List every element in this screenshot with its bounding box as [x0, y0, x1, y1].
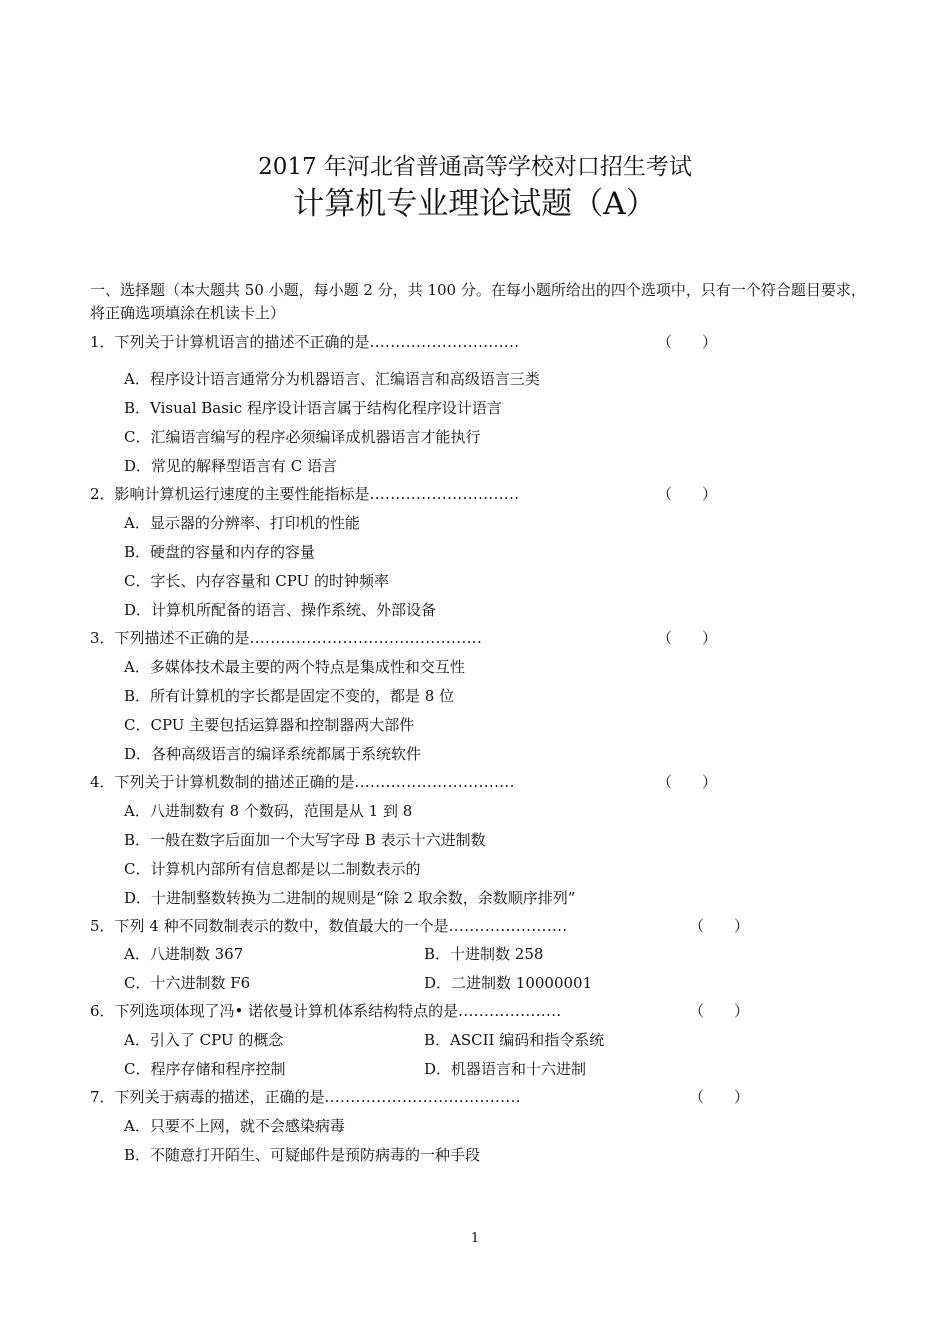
answer-option: C．程序存储和程序控制 — [124, 1060, 286, 1078]
answer-option: A．八进制数有 8 个数码，范围是从 1 到 8 — [124, 802, 413, 820]
question-text: 4．下列关于计算机数制的描述正确的是 — [90, 773, 355, 791]
answer-option: D．各种高级语言的编译系统都属于系统软件 — [124, 745, 422, 763]
answer-option: A．多媒体技术最主要的两个特点是集成性和交互性 — [124, 658, 465, 676]
question-text: 2．影响计算机运行速度的主要性能指标是 — [90, 485, 370, 503]
leader-dots: ....................... — [448, 917, 568, 935]
leader-dots: ............................. — [369, 485, 520, 503]
question-text: 3．下列描述不正确的是 — [90, 629, 250, 647]
question-text: 7．下列关于病毒的描述，正确的是 — [90, 1088, 325, 1106]
answer-parentheses: （ ） — [689, 1002, 750, 1020]
answer-parentheses: （ ） — [657, 333, 718, 351]
leader-dots: .................... — [458, 1002, 562, 1020]
question-stem — [90, 1000, 860, 1022]
answer-option: C．字长、内存容量和 CPU 的时钟频率 — [124, 572, 389, 590]
question-text: 5．下列 4 种不同数制表示的数中，数值最大的一个是 — [90, 917, 449, 935]
answer-option: B．所有计算机的字长都是固定不变的，都是 8 位 — [124, 687, 455, 705]
question-stem — [90, 771, 860, 793]
question-text: 6．下列选项体现了冯• 诺依曼计算机体系结构特点的是 — [90, 1002, 459, 1020]
leader-dots: ............................... — [354, 773, 515, 791]
answer-option: D．计算机所配备的语言、操作系统、外部设备 — [124, 601, 437, 619]
exam-subtitle: 计算机专业理论试题（A） — [293, 186, 657, 222]
answer-option: C．汇编语言编写的程序必须编译成机器语言才能执行 — [124, 428, 481, 446]
answer-parentheses: （ ） — [657, 773, 718, 791]
answer-option: A．引入了 CPU 的概念 — [124, 1031, 284, 1049]
answer-option: C．CPU 主要包括运算器和控制器两大部件 — [124, 716, 415, 734]
answer-option: A．八进制数 367 — [124, 945, 244, 963]
answer-option: A．只要不上网，就不会感染病毒 — [124, 1117, 345, 1135]
question-stem — [90, 331, 860, 353]
answer-parentheses: （ ） — [657, 485, 718, 503]
answer-option: C．十六进制数 F6 — [124, 974, 251, 992]
section-instructions: 一、选择题（本大题共 50 小题，每小题 2 分，共 100 分。在每小题所给出的四个选项中，只有一个符合题目要求，将正确选项填涂在机读卡上） — [90, 281, 866, 322]
answer-parentheses: （ ） — [689, 1088, 750, 1106]
answer-parentheses: （ ） — [657, 629, 718, 647]
answer-option: A．显示器的分辨率、打印机的性能 — [124, 514, 360, 532]
page-number: 1 — [470, 1231, 480, 1246]
question-stem — [90, 627, 860, 649]
question-stem — [90, 1086, 860, 1108]
answer-option: B．硬盘的容量和内存的容量 — [124, 543, 316, 561]
leader-dots: ............................. — [369, 333, 520, 351]
answer-option: B．Visual Basic 程序设计语言属于结构化程序设计语言 — [124, 399, 502, 417]
leader-dots: ...................................... — [324, 1088, 521, 1106]
question-stem — [90, 483, 860, 505]
answer-parentheses: （ ） — [689, 917, 750, 935]
answer-option: D．二进制数 10000001 — [424, 974, 593, 992]
question-stem — [90, 915, 860, 937]
answer-option: D．机器语言和十六进制 — [424, 1060, 587, 1078]
answer-option: D．十进制整数转换为二进制的规则是“除 2 取余数，余数顺序排列” — [124, 889, 576, 907]
answer-option: B．ASCII 编码和指令系统 — [424, 1031, 605, 1049]
exam-title: 2017 年河北省普通高等学校对口招生考试 — [258, 154, 692, 180]
answer-option: B．一般在数字后面加一个大写字母 B 表示十六进制数 — [124, 831, 486, 849]
answer-option: A．程序设计语言通常分为机器语言、汇编语言和高级语言三类 — [124, 370, 540, 388]
answer-option: D．常见的解释型语言有 C 语言 — [124, 457, 338, 475]
answer-option: C．计算机内部所有信息都是以二制数表示的 — [124, 860, 421, 878]
question-text: 1．下列关于计算机语言的描述不正确的是 — [90, 333, 370, 351]
answer-option: B．不随意打开陌生、可疑邮件是预防病毒的一种手段 — [124, 1146, 481, 1164]
answer-option: B．十进制数 258 — [424, 945, 544, 963]
leader-dots: ............................................. — [249, 629, 483, 647]
